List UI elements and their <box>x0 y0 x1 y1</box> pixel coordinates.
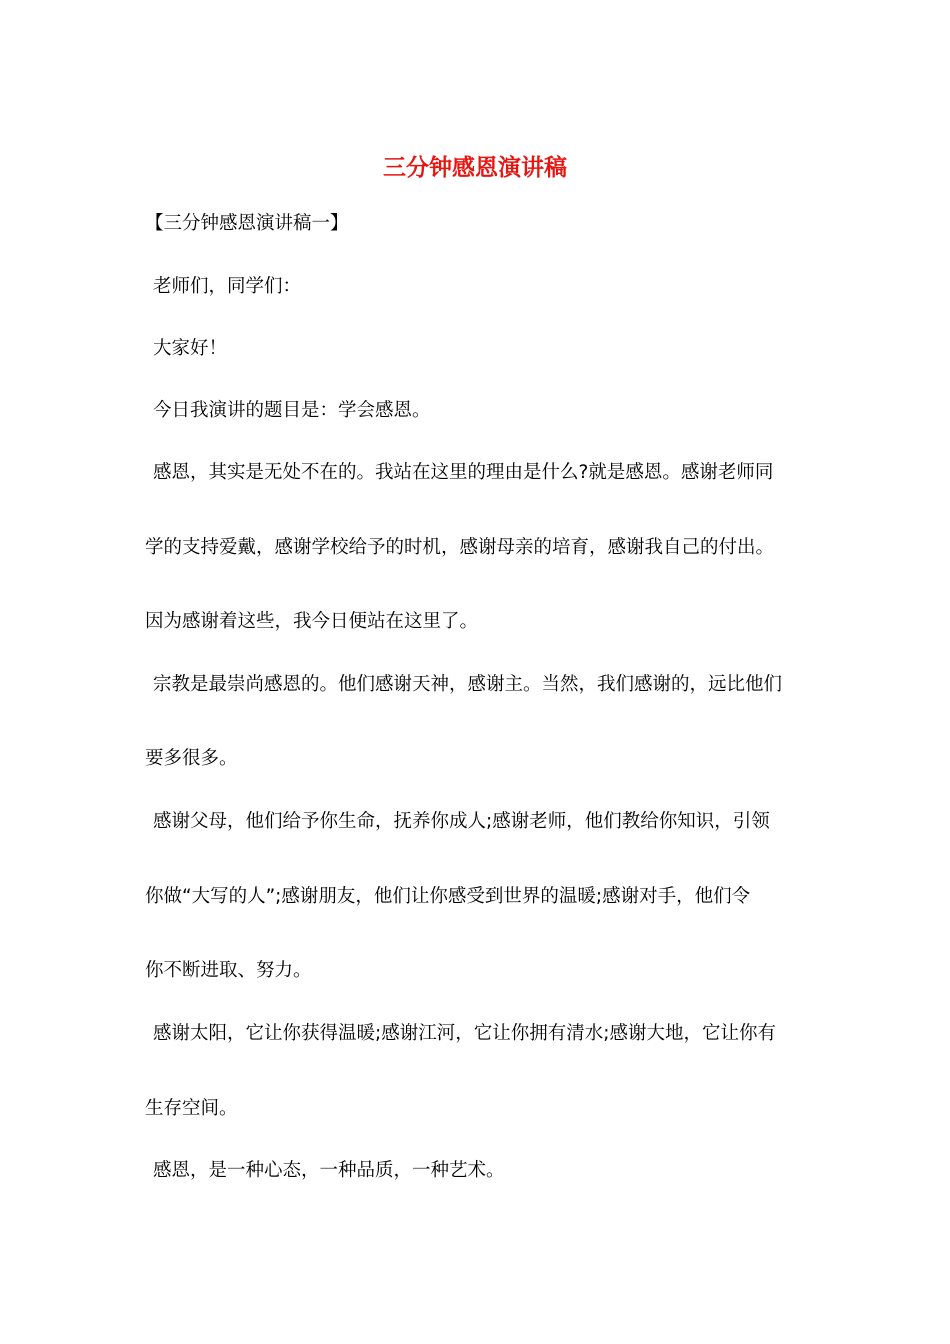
paragraph-line: 生存空间。 <box>145 1098 238 1119</box>
paragraph-line: 今日我演讲的题目是：学会感恩。 <box>153 400 431 421</box>
section-heading: 【三分钟感恩演讲稿一】 <box>145 213 349 234</box>
paragraph-line: 因为感谢着这些，我今日便站在这里了。 <box>145 611 479 632</box>
paragraph-line: 感恩，是一种心态，一种品质，一种艺术。 <box>153 1160 505 1181</box>
paragraph-line: 你做“大写的人”;感谢朋友，他们让你感受到世界的温暖;感谢对手，他们令 <box>145 886 751 907</box>
document-title: 三分钟感恩演讲稿 <box>383 154 567 181</box>
paragraph-line: 大家好！ <box>153 338 228 359</box>
paragraph-line: 感谢父母，他们给予你生命，抚养你成人;感谢老师，他们教给你知识，引领 <box>153 811 770 832</box>
paragraph-line: 宗教是最崇尚感恩的。他们感谢天神，感谢主。当然，我们感谢的，远比他们 <box>153 674 783 695</box>
paragraph-line: 你不断进取、努力。 <box>145 960 312 981</box>
paragraph-line: 老师们，同学们： <box>153 276 302 297</box>
paragraph-line: 感恩，其实是无处不在的。我站在这里的理由是什么?就是感恩。感谢老师同 <box>153 462 774 483</box>
paragraph-line: 要多很多。 <box>145 748 238 769</box>
paragraph-line: 感谢太阳，它让你获得温暖;感谢江河，它让你拥有清水;感谢大地，它让你有 <box>153 1023 776 1044</box>
paragraph-line: 学的支持爱戴，感谢学校给予的时机，感谢母亲的培育，感谢我自己的付出。 <box>145 537 775 558</box>
